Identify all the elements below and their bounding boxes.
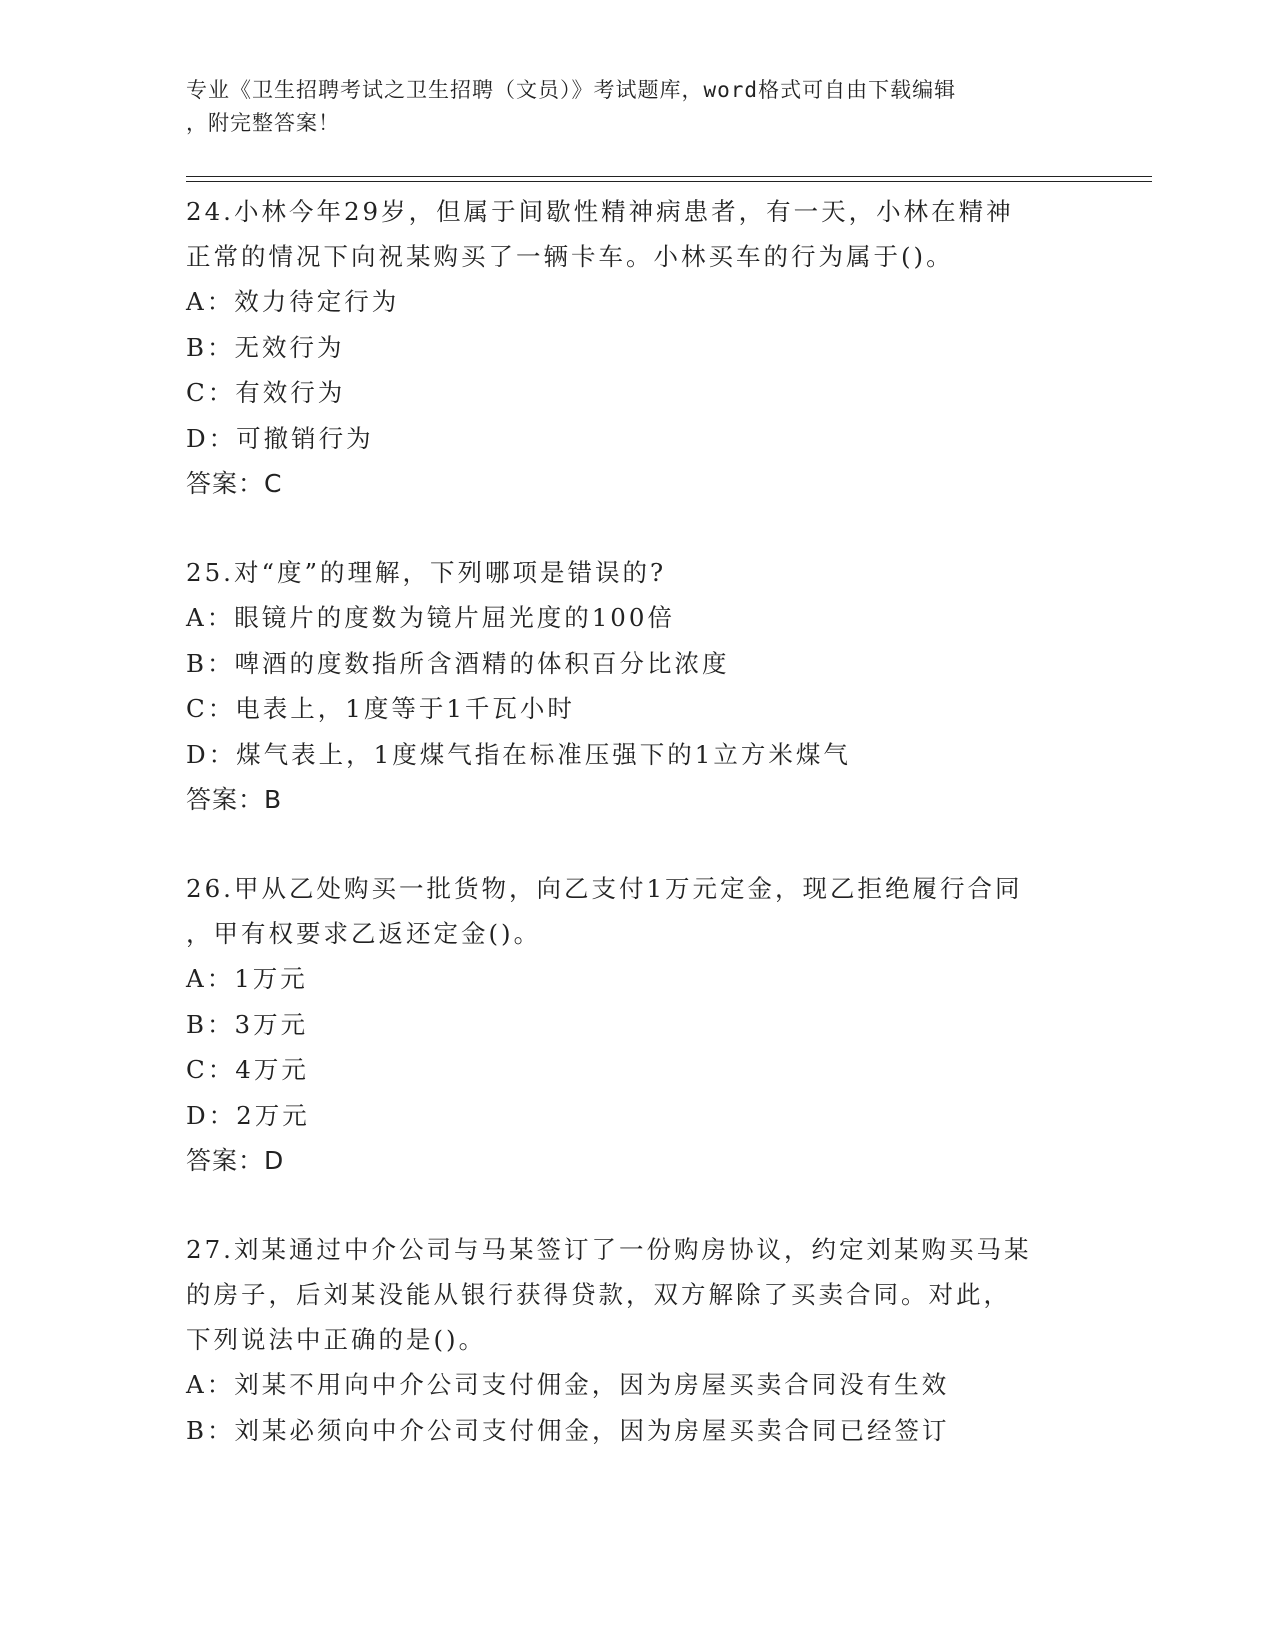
option-b: B：无效行为 [186,332,345,362]
option-a: A：效力待定行为 [186,287,400,316]
spacer [186,822,1086,866]
question-stem-line: 26.甲从乙处购买一批货物，向乙支付1万元定金，现乙拒绝履行合同 [186,874,1023,903]
question-block [186,866,1086,1183]
option-d: D：2万元 [186,1100,310,1130]
option-b: B：3万元 [186,1009,309,1039]
question-block [186,1227,1086,1453]
question-stem-line: 24.小林今年29岁，但属于间歇性精神病患者，有一天，小林在精神 [186,197,1014,226]
question-stem-line: ，甲有权要求乙返还定金()。 [186,919,542,948]
question-stem-line: 的房子，后刘某没能从银行获得贷款，双方解除了买卖合同。对此， [186,1280,1011,1309]
option-b: B：啤酒的度数指所含酒精的体积百分比浓度 [186,648,730,678]
option-a: A：刘某不用向中介公司支付佣金，因为房屋买卖合同没有生效 [186,1370,950,1399]
question-block [186,189,1086,506]
document-header [186,74,1066,140]
question-block [186,550,1086,822]
header-line-2: ，附完整答案！ [186,111,340,135]
option-c: C：电表上，1度等于1千瓦小时 [186,694,575,723]
header-line-1: 专业《卫生招聘考试之卫生招聘（文员）》考试题库，word格式可自由下载编辑 [186,78,957,102]
option-a: A：1万元 [186,964,308,993]
answer-line: 答案：C [186,469,283,498]
option-a: A：眼镜片的度数为镜片屈光度的100倍 [186,603,675,632]
option-b: B：刘某必须向中介公司支付佣金，因为房屋买卖合同已经签订 [186,1415,950,1445]
option-c: C：4万元 [186,1055,309,1084]
question-stem-line: 正常的情况下向祝某购买了一辆卡车。小林买车的行为属于()。 [186,242,954,271]
question-stem-line: 下列说法中正确的是()。 [186,1325,487,1354]
question-list [186,189,1086,1453]
spacer [186,1183,1086,1227]
option-d: D：可撤销行为 [186,423,374,453]
spacer [186,506,1086,550]
question-stem-line: 27.刘某通过中介公司与马某签订了一份购房协议，约定刘某购买马某 [186,1235,1032,1264]
option-c: C：有效行为 [186,378,346,407]
answer-line: 答案：B [186,785,283,814]
option-d: D：煤气表上，1度煤气指在标准压强下的1立方米煤气 [186,739,851,769]
header-rule-top [186,176,1152,177]
header-rule-bottom [186,181,1152,182]
question-stem-line: 25.对“度”的理解，下列哪项是错误的? [186,558,667,587]
answer-line: 答案：D [186,1146,285,1175]
